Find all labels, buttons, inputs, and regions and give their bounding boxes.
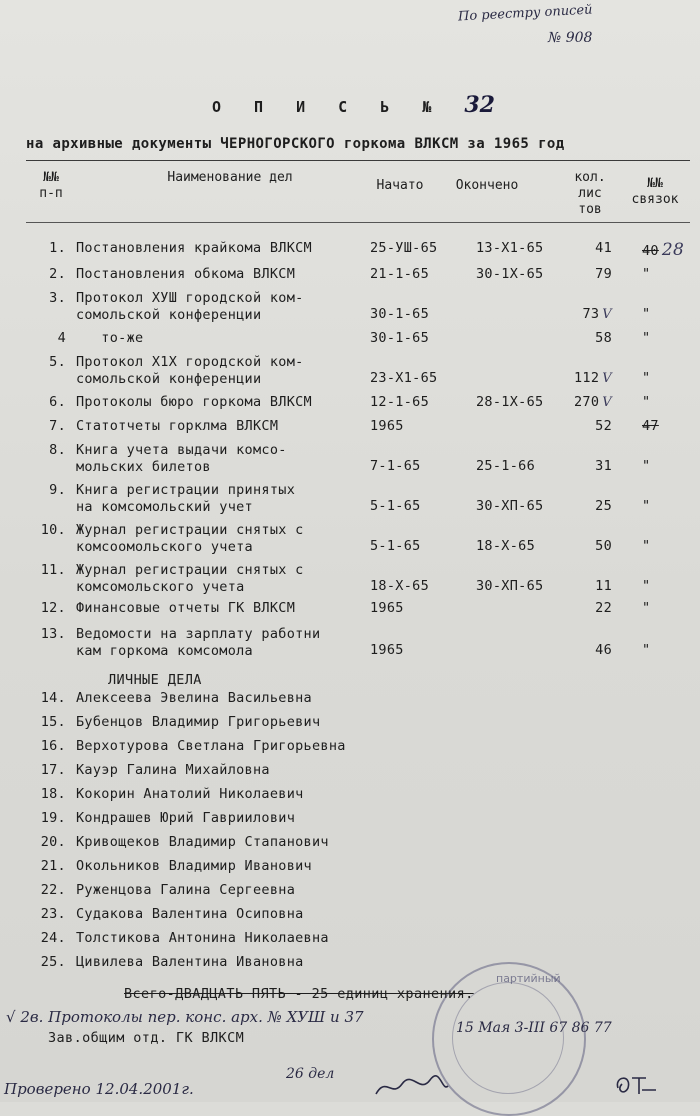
total-line: Всего-ДВАДЦАТЬ ПЯТЬ - 25 единиц хранения. [124, 986, 474, 1002]
page-subtitle: на архивные документы ЧЕРНОГОРСКОГО горкома ВЛКСМ за 1965 год [26, 136, 565, 152]
title-text: О П И С Ь № [212, 98, 444, 116]
header-rule-top [26, 160, 690, 161]
handwritten-verified: Проверено 12.04.2001г. [4, 1080, 194, 1098]
registry-number: № 908 [548, 30, 593, 46]
col-header-bundles: №№ связок [631, 176, 679, 207]
check-mark: V [602, 307, 612, 322]
check-mark: V [602, 371, 612, 386]
struck-bundle: 40 [642, 243, 659, 259]
header-rule-bottom [26, 222, 690, 223]
signature-initials [612, 1068, 662, 1098]
col-header-start: Начато [376, 178, 424, 193]
handwritten-case-count: 26 дел [286, 1066, 335, 1082]
handwritten-date: 15 Мая 3-III 67 86 77 [456, 1020, 612, 1036]
document-page: По реестру описей № 908 О П И С Ь № 32 на архивные документы ЧЕРНОГОРСКОГО горкома ВЛКСМ за 1965 год №№ п-п Наименование дел Начато Окончено кол. лис тов №№ связок 1. Постановления крайкома ВЛКСМ 25-УШ-65 13-Х1-65 41 40 28 2. Постановления обкома ВЛКСМ 21-1-65 30-1Х-65 79 " 3. Протокол ХУШ городской ком- сомольской конференции 30-1-65 73 V " 4 то-же 30-1-65 58 " 5. Протокол Х1Х городской ком- сомольской конференции 23-Х1-65 112 V " 6. Протоколы бюро горкома ВЛКСМ 12-1-65 28-1Х-65 270 V " 7. Статотчеты горклма ВЛКСМ 1965 52 47 8. Книга учета выдачи комсо- мольских билетов 7-1-65 25-1-66 31 " 9. Книга регистрации принятых на комсомольский учет 5-1-65 30-ХП-65 25 " 10. Журнал регистрации снятых с комсоомольского учета 5-1-65 18-Х-65 50 " 11. Журнал регистрации снятых с комсомольского учета 18-Х-65 30-ХП-65 11 " 12. Финансовые отчеты ГК ВЛКСМ 1965 22 " 13. Ведомости на зарплату работни кам горкома комсомола 1965 46 " ЛИЧНЫЕ ДЕЛА 14. Алексеева Эвелина Васильевна 15. Бубенцов Владимир Григорьевич 16. Верхотурова Светлана Григорьевна 17. Кауэр Галина Михайловна 18. Кокорин Анатолий Николаевич 19. Кондрашев Юрий Гавриилович 20. Кривощеков Владимир Стапанович 21. Окольников Владимир Иванович 22. Руженцова Галина Сергеевна 23. Судакова Валентина Осиповна 24. Толстикова Антонина Николаевна 25. Цивилева Валентина Ивановна партийный Всего-ДВАДЦАТЬ ПЯТЬ - 25 единиц хранения. √ 2в. Протоколы пер. конс. арх. № ХУШ и 37 Зав.общим отд. ГК ВЛКСМ 15 Мая 3-III 67 86 77 26 дел Проверено 12.04.2001г. [0, 0, 700, 1102]
page-title [212, 92, 495, 118]
registry-note [458, 2, 593, 24]
check-mark: V [602, 395, 612, 410]
signature-scribble [372, 1072, 452, 1102]
department-signature-line: Зав.общим отд. ГК ВЛКСМ [48, 1030, 245, 1046]
col-header-sheets: кол. лис тов [574, 170, 606, 217]
struck-bundle: 47 [642, 418, 659, 434]
handwritten-bundle: 28 [661, 240, 685, 260]
col-header-name: Наименование дел [167, 170, 293, 185]
stamp-text: партийный [496, 972, 561, 985]
inventory-number: 32 [464, 92, 495, 118]
col-header-end: Окончено [455, 178, 519, 193]
handwritten-note: √ 2в. Протоколы пер. конс. арх. № ХУШ и 37 [6, 1008, 364, 1026]
registry-note-line1: По реестру описей [457, 2, 593, 25]
personal-files-heading: ЛИЧНЫЕ ДЕЛА [108, 672, 202, 688]
col-header-num: №№ п-п [39, 170, 63, 201]
